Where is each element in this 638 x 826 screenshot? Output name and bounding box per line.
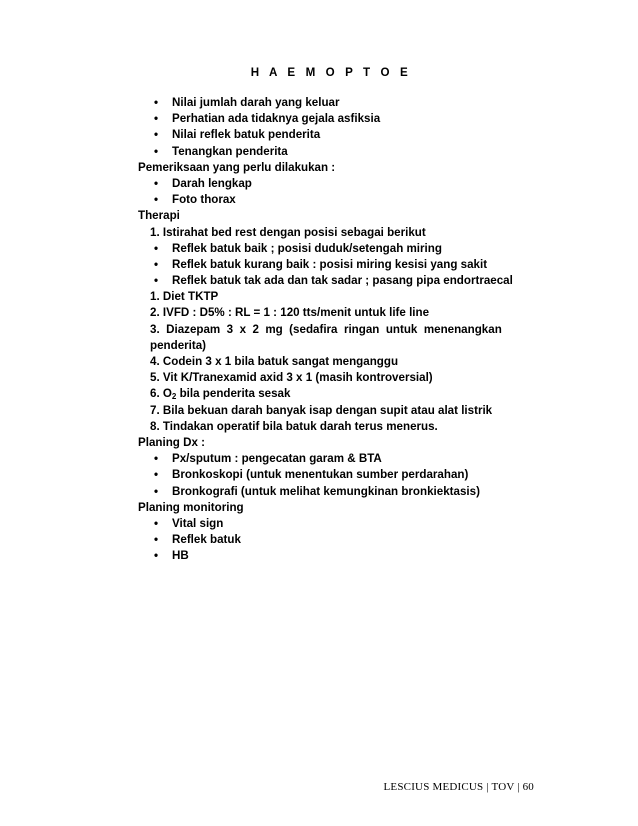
bullet-icon: • — [154, 112, 159, 126]
list-item: • Darah lengkap — [138, 176, 538, 192]
therapy-item: 6. $O_2$ bila penderita sesak — [150, 387, 291, 402]
list-item: • Perhatian ada tidaknya gejala asfiksia — [138, 111, 538, 127]
list-item: • Bronkografi (untuk melihat kemungkinan bronkiektasis) — [138, 484, 538, 500]
bullet-icon: • — [154, 176, 159, 190]
list-item: • Reflek batuk tak ada dan tak sadar ; pasang pipa endortraecal — [138, 273, 538, 289]
therapy-item: 3. Diazepam 3 x 2 mg (sedafira ringan untuk menenangkan — [150, 322, 502, 336]
list-item: • HB — [138, 548, 538, 564]
list-item: • Vital sign — [138, 516, 538, 532]
list-item: • Reflek batuk kurang baik : posisi miring kesisi yang sakit — [138, 257, 538, 273]
bullet-icon: • — [154, 274, 159, 288]
bullet-icon: • — [154, 144, 159, 158]
bullet-icon: • — [154, 452, 159, 466]
bullet-icon: • — [154, 533, 159, 547]
therapy-item: 4. Codein 3 x 1 bila batuk sangat menganggu — [150, 355, 399, 368]
page-title: H A E M O P T O E — [250, 66, 412, 79]
list-item: • Reflek batuk baik ; posisi duduk/setengah miring — [138, 241, 538, 257]
bullet-icon: • — [154, 257, 159, 271]
page-footer: LESCIUS MEDICUS | TOV | 60 — [383, 781, 534, 793]
bullet-icon: • — [154, 549, 159, 563]
bullet-icon: • — [154, 96, 159, 109]
section-heading-pemeriksaan: Pemeriksaan yang perlu dilakukan : — [138, 160, 336, 174]
bullet-icon: • — [154, 468, 159, 482]
list-item: • Tenangkan penderita — [138, 144, 538, 160]
bullet-icon: • — [154, 241, 159, 255]
therapy-item: 8. Tindakan operatif bila batuk darah terus menerus. — [150, 419, 438, 433]
therapy-item: 5. Vit K/Tranexamid axid 3 x 1 (masih kontroversial) — [150, 371, 433, 385]
therapy-item: 2. IVFD : D5% : RL = 1 : 120 tts/menit untuk life line — [150, 306, 430, 320]
bullet-icon: • — [154, 516, 159, 530]
list-item: • Foto thorax — [138, 192, 538, 208]
document-body — [138, 95, 538, 564]
list-item: • Bronkoskopi (untuk menentukan sumber perdarahan) — [138, 467, 538, 483]
therapy-item: 1. Istirahat bed rest dengan posisi sebagai berikut — [150, 225, 426, 239]
list-item: • Nilai reflek batuk penderita — [138, 127, 538, 143]
list-item: • Reflek batuk — [138, 532, 538, 548]
therapy-item: 7. Bila bekuan darah banyak isap dengan supit atau alat listrik — [150, 403, 493, 417]
bullet-icon: • — [154, 128, 159, 142]
section-heading-planing-monitoring: Planing monitoring — [138, 500, 244, 514]
bullet-icon: • — [154, 193, 159, 207]
section-heading-planing-dx: Planing Dx : — [138, 435, 205, 449]
therapy-item-continued: penderita) — [150, 338, 207, 352]
therapy-item: 1. Diet TKTP — [150, 290, 219, 304]
section-heading-therapi: Therapi — [138, 209, 180, 223]
list-item: • Px/sputum : pengecatan garam & BTA — [138, 451, 538, 467]
bullet-icon: • — [154, 484, 159, 498]
list-item: • Nilai jumlah darah yang keluar — [138, 95, 538, 111]
